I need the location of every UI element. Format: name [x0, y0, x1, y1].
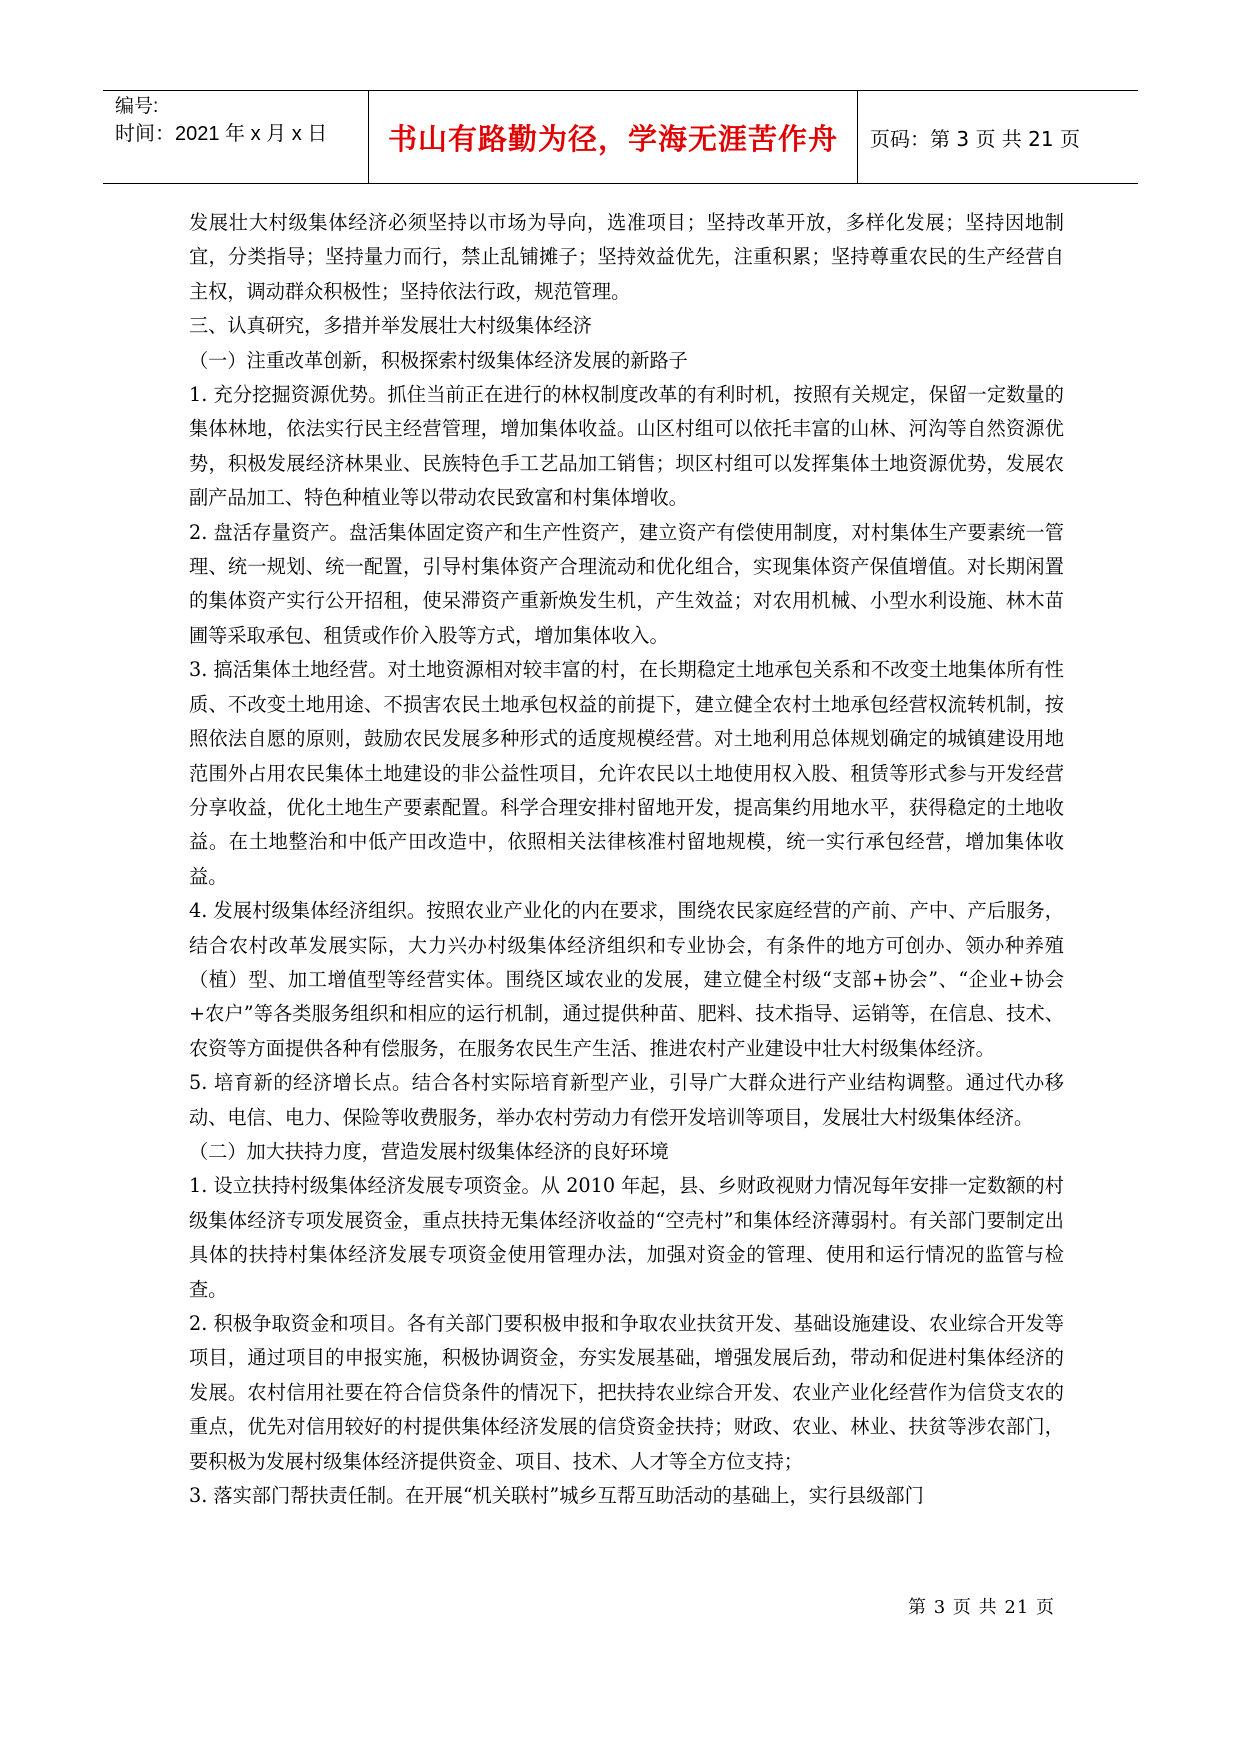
section-heading: 三、认真研究，多措并举发展壮大村级集体经济 [189, 314, 592, 338]
subsection-heading: （一）注重改革创新，积极探索村级集体经济发展的新路子 [189, 348, 688, 372]
document-body [189, 206, 1064, 1513]
header-page-label: 页码：第 3 页 共 21 页 [870, 126, 1080, 151]
paragraph: 发展壮大村级集体经济必须坚持以市场为导向，选准项目；坚持改革开放，多样化发展；坚持因地制宜，分类指导；坚持量力而行，禁止乱铺摊子；坚持效益优先，注重积累；坚持尊重农民的生产经营自主权，调动群众积极性；坚持依法行政，规范管理。 [189, 211, 1064, 303]
header-info [103, 91, 368, 183]
page-footer: 第 3 页 共 21 页 [908, 1597, 1055, 1618]
header-motto-cell [368, 91, 858, 183]
document-time-label: 时间：2021 年 x 月 x 日 [115, 123, 328, 145]
header-motto: 书山有路勤为径，学海无涯苦作舟 [387, 121, 838, 156]
paragraph: 1. 充分挖掘资源优势。抓住当前正在进行的林权制度改革的有利时机，按照有关规定，保留一定数量的集体林地，依法实行民主经营管理，增加集体收益。山区村组可以依托丰富的山林、河沟等自然资源优势，积极发展经济林果业、民族特色手工艺品加工销售；坝区村组可以发挥集体土地资源优势，发展农副产品加工、特色种植业等以带动农民致富和村集体增收。 [189, 383, 1064, 510]
paragraph: 5. 培育新的经济增长点。结合各村实际培育新型产业，引导广大群众进行产业结构调整。通过代办移动、电信、电力、保险等收费服务，举办农村劳动力有偿开发培训等项目，发展壮大村级集体经济。 [189, 1071, 1064, 1129]
document-number-label: 编号: [115, 96, 159, 117]
paragraph: 2. 盘活存量资产。盘活集体固定资产和生产性资产，建立资产有偿使用制度，对村集体生产要素统一管理、统一规划、统一配置，引导村集体资产合理流动和优化组合，实现集体资产保值增值。对长期闲置的集体资产实行公开招租，使呆滞资产重新焕发生机，产生效益；对农用机械、小型水利设施、林木苗圃等采取承包、租赁或作价入股等方式，增加集体收入。 [189, 520, 1064, 647]
subsection-heading: （二）加大扶持力度，营造发展村级集体经济的良好环境 [189, 1139, 669, 1163]
paragraph: 3. 搞活集体土地经营。对土地资源相对较丰富的村，在长期稳定土地承包关系和不改变土地集体所有性质、不改变土地用途、不损害农民土地承包权益的前提下，建立健全农村土地承包经营权流转机制，按照依法自愿的原则，鼓励农民发展多种形式的适度规模经营。对土地利用总体规划确定的城镇建设用地范围外占用农民集体土地建设的非公益性项目，允许农民以土地使用权入股、租赁等形式参与开发经营分享收益，优化土地生产要素配置。科学合理安排村留地开发，提高集约用地水平，获得稳定的土地收益。在土地整治和中低产田改造中，依照相关法律核准村留地规模，统一实行承包经营，增加集体收益。 [189, 658, 1064, 888]
paragraph: 3. 落实部门帮扶责任制。在开展“机关联村”城乡互帮互助活动的基础上，实行县级部门 [189, 1484, 924, 1508]
paragraph: 4. 发展村级集体经济组织。按照农业产业化的内在要求，围绕农民家庭经营的产前、产中、产后服务，结合农村改革发展实际，大力兴办村级集体经济组织和专业协会，有条件的地方可创办、领办种养殖（植）型、加工增值型等经营实体。围绕区域农业的发展，建立健全村级“支部+协会”、“企业+协会+农户”等各类服务组织和相应的运行机制，通过提供种苗、肥料、技术指导、运销等，在信息、技术、农资等方面提供各种有偿服务，在服务农民生产生活、推进农村产业建设中壮大村级集体经济。 [189, 899, 1064, 1060]
page-header [103, 90, 1138, 184]
header-page-cell [858, 91, 1138, 183]
paragraph: 2. 积极争取资金和项目。各有关部门要积极申报和争取农业扶贫开发、基础设施建设、农业综合开发等项目，通过项目的申报实施，积极协调资金，夯实发展基础，增强发展后劲，带动和促进村集体经济的发展。农村信用社要在符合信贷条件的情况下，把扶持农业综合开发、农业产业化经营作为信贷支农的重点，优先对信用较好的村提供集体经济发展的信贷资金扶持；财政、农业、林业、扶贫等涉农部门，要积极为发展村级集体经济提供资金、项目、技术、人才等全方位支持； [189, 1312, 1064, 1473]
paragraph: 1. 设立扶持村级集体经济发展专项资金。从 2010 年起，县、乡财政视财力情况每年安排一定数额的村级集体经济专项发展资金，重点扶持无集体经济收益的“空壳村”和集体经济薄弱村。有关部门要制定出具体的扶持村集体经济发展专项资金使用管理办法，加强对资金的管理、使用和运行情况的监管与检查。 [189, 1174, 1064, 1301]
